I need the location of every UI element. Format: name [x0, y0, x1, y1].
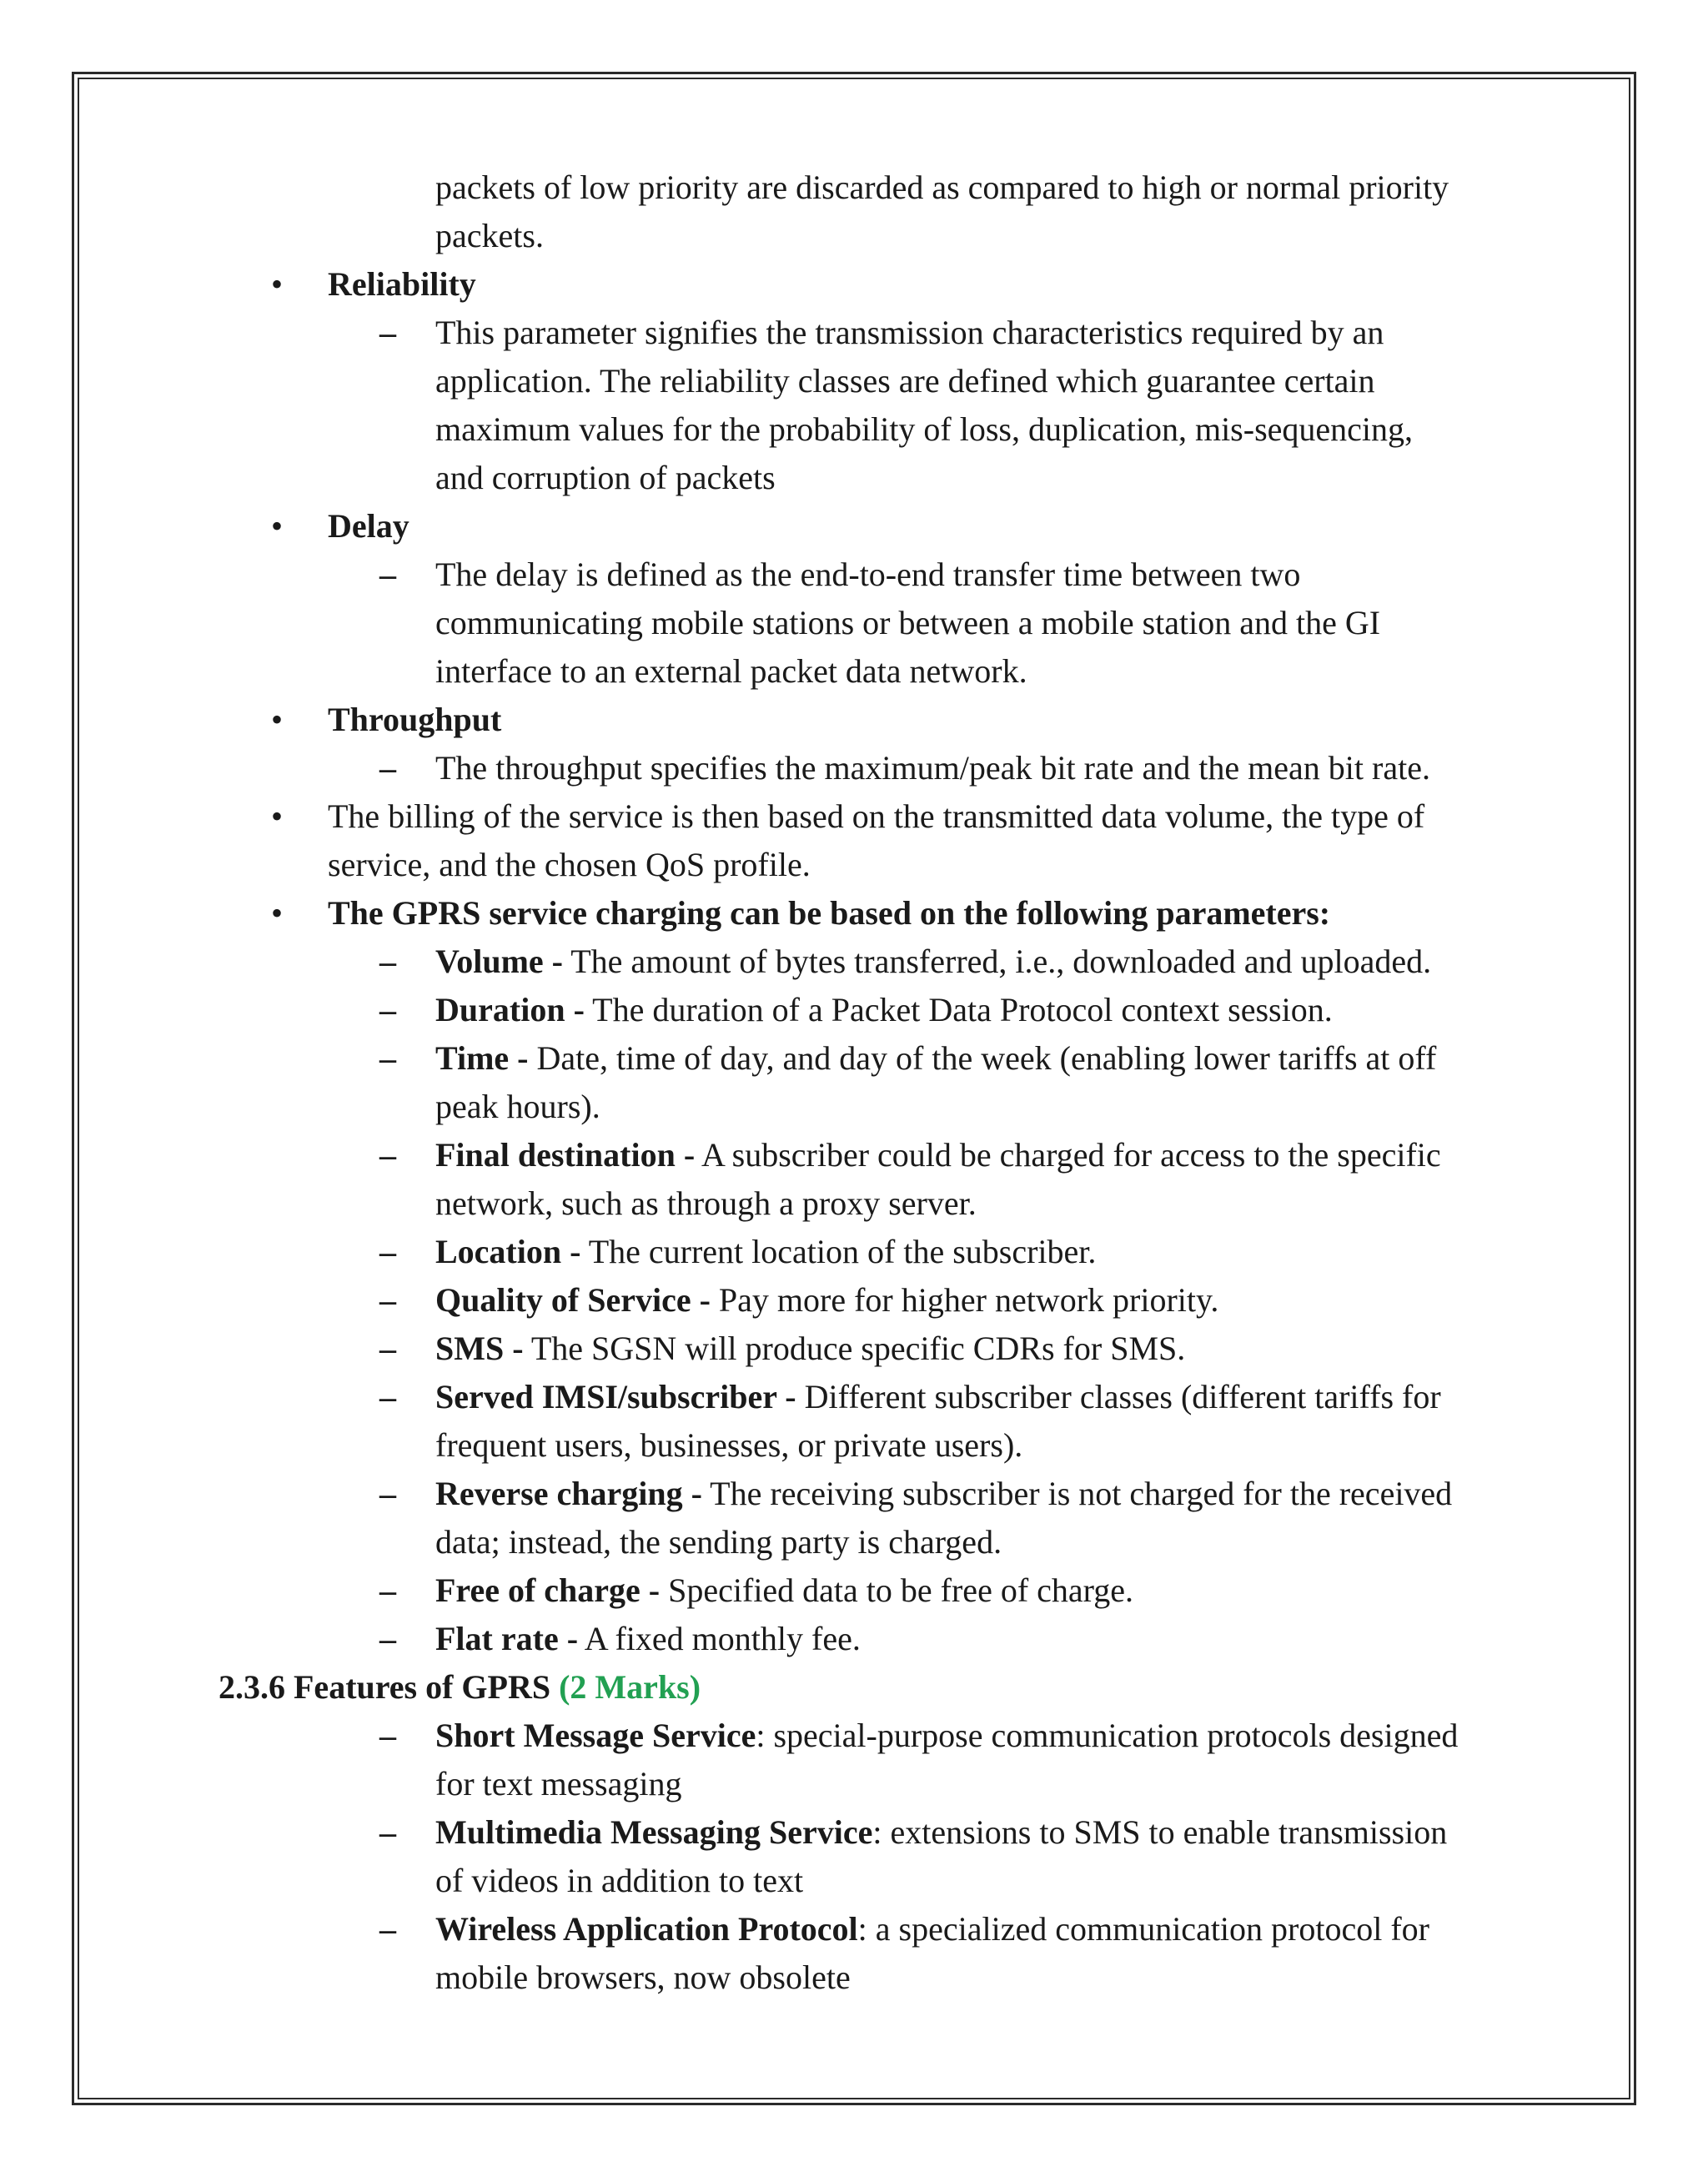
param-title: Reliability [328, 265, 476, 303]
bullet-item-throughput [271, 696, 1708, 744]
text-line: The throughput specifies the maximum/peak bit rate and the mean bit rate. [435, 749, 1430, 787]
item-term: Final destination - [435, 1136, 696, 1174]
bullet-icon: • [271, 797, 284, 835]
text-line: The delay is defined as the end-to-end transfer time between two [435, 556, 1301, 593]
dash-icon: – [379, 1571, 396, 1609]
item-text: The SGSN will produce specific CDRs for SMS. [523, 1330, 1186, 1367]
dash-icon: – [379, 749, 396, 787]
text-line: data; instead, the sending party is charged. [435, 1523, 1002, 1561]
dash-icon: – [379, 1620, 396, 1657]
dash-icon: – [379, 1910, 396, 1948]
bullet-item-billing [271, 792, 1708, 841]
dash-icon: – [379, 1039, 396, 1077]
item-text: Specified data to be free of charge. [660, 1571, 1133, 1609]
text-line: mobile browsers, now obsolete [435, 1958, 851, 1996]
text-line: interface to an external packet data network. [435, 652, 1027, 690]
charging-item-final-destination [379, 1131, 1708, 1179]
text-line: This parameter signifies the transmission characteristics required by an [435, 314, 1384, 351]
charging-item-qos [379, 1276, 1708, 1325]
section-heading [219, 1663, 1708, 1712]
text-line: network, such as through a proxy server. [435, 1184, 977, 1222]
dash-icon: – [379, 1378, 396, 1415]
charging-item-location [379, 1228, 1708, 1276]
bullet-icon: • [271, 894, 284, 932]
charging-item-time [379, 1034, 1708, 1083]
item-text: A subscriber could be charged for access to the specific [695, 1136, 1441, 1174]
item-term: Flat rate - [435, 1620, 579, 1657]
item-term: Quality of Service - [435, 1281, 711, 1319]
text-line: and corruption of packets [435, 459, 776, 496]
dash-item [379, 309, 1708, 357]
charging-item-volume [379, 938, 1708, 986]
document-body [0, 163, 1708, 2002]
item-term: Volume - [435, 943, 563, 980]
text-line: peak hours). [435, 1088, 600, 1125]
item-term: Location - [435, 1233, 581, 1270]
bullet-item-delay [271, 502, 1708, 551]
item-text: : a specialized communication protocol for [857, 1910, 1429, 1948]
text-line: application. The reliability classes are defined which guarantee certain [435, 362, 1375, 400]
item-term: Reverse charging - [435, 1475, 702, 1512]
charging-item-free-of-charge [379, 1566, 1708, 1615]
item-term: Multimedia Messaging Service [435, 1813, 873, 1851]
item-term: Served IMSI/subscriber - [435, 1378, 796, 1415]
item-term: Wireless Application Protocol [435, 1910, 858, 1948]
bullet-icon: • [271, 701, 284, 738]
item-text: Date, time of day, and day of the week (enabling lower tariffs at off [528, 1039, 1437, 1077]
feature-item-sms [379, 1712, 1708, 1760]
text-line: for text messaging [435, 1765, 682, 1802]
bullet-item-charging [271, 889, 1708, 938]
section-title: 2.3.6 Features of GPRS [219, 1668, 551, 1706]
item-term: Short Message Service [435, 1717, 756, 1754]
item-term: Duration - [435, 991, 585, 1028]
param-title: Throughput [328, 701, 502, 738]
text-line: communicating mobile stations or between a mobile station and the GI [435, 604, 1381, 641]
item-text: : special-purpose communication protocols designed [756, 1717, 1459, 1754]
dash-icon: – [379, 556, 396, 593]
item-text: The duration of a Packet Data Protocol context session. [584, 991, 1333, 1028]
dash-icon: – [379, 991, 396, 1028]
marks-badge: (2 Marks) [559, 1668, 701, 1706]
item-text: Different subscriber classes (different tariffs for [796, 1378, 1441, 1415]
item-text: : extensions to SMS to enable transmission [872, 1813, 1448, 1851]
dash-icon: – [379, 943, 396, 980]
bullet-icon: • [271, 507, 284, 545]
item-text: The receiving subscriber is not charged for the received [701, 1475, 1453, 1512]
dash-icon: – [379, 1136, 396, 1174]
charging-item-reverse-charging [379, 1470, 1708, 1518]
text-line: maximum values for the probability of loss, duplication, mis-sequencing, [435, 410, 1414, 448]
charging-item-served-imsi [379, 1373, 1708, 1421]
charging-item-sms [379, 1325, 1708, 1373]
item-text: A fixed monthly fee. [578, 1620, 861, 1657]
dash-icon: – [379, 1475, 396, 1512]
item-text: The current location of the subscriber. [580, 1233, 1097, 1270]
text-line: frequent users, businesses, or private users). [435, 1426, 1023, 1464]
charging-item-flat-rate [379, 1615, 1708, 1663]
charging-heading: The GPRS service charging can be based on the following parameters: [328, 894, 1331, 932]
text-line: of videos in addition to text [435, 1862, 804, 1899]
bullet-icon: • [271, 265, 284, 303]
feature-item-mms [379, 1808, 1708, 1857]
text-line: packets of low priority are discarded as compared to high or normal priority [435, 168, 1449, 206]
item-text: Pay more for higher network priority. [710, 1281, 1219, 1319]
dash-icon: – [379, 314, 396, 351]
text-line: service, and the chosen QoS profile. [328, 846, 811, 883]
dash-icon: – [379, 1330, 396, 1367]
item-term: Time - [435, 1039, 529, 1077]
charging-item-duration [379, 986, 1708, 1034]
dash-icon: – [379, 1281, 396, 1319]
item-term: Free of charge - [435, 1571, 661, 1609]
text-line: packets. [435, 217, 544, 254]
dash-item [379, 551, 1708, 599]
bullet-item-reliability [271, 260, 1708, 309]
item-term: SMS - [435, 1330, 524, 1367]
dash-icon: – [379, 1717, 396, 1754]
dash-icon: – [379, 1233, 396, 1270]
dash-item [379, 744, 1708, 792]
item-text: The amount of bytes transferred, i.e., downloaded and uploaded. [562, 943, 1432, 980]
feature-item-wap [379, 1905, 1708, 1953]
text-line: The billing of the service is then based on the transmitted data volume, the type of [328, 797, 1425, 835]
param-title: Delay [328, 507, 409, 545]
dash-icon: – [379, 1813, 396, 1851]
